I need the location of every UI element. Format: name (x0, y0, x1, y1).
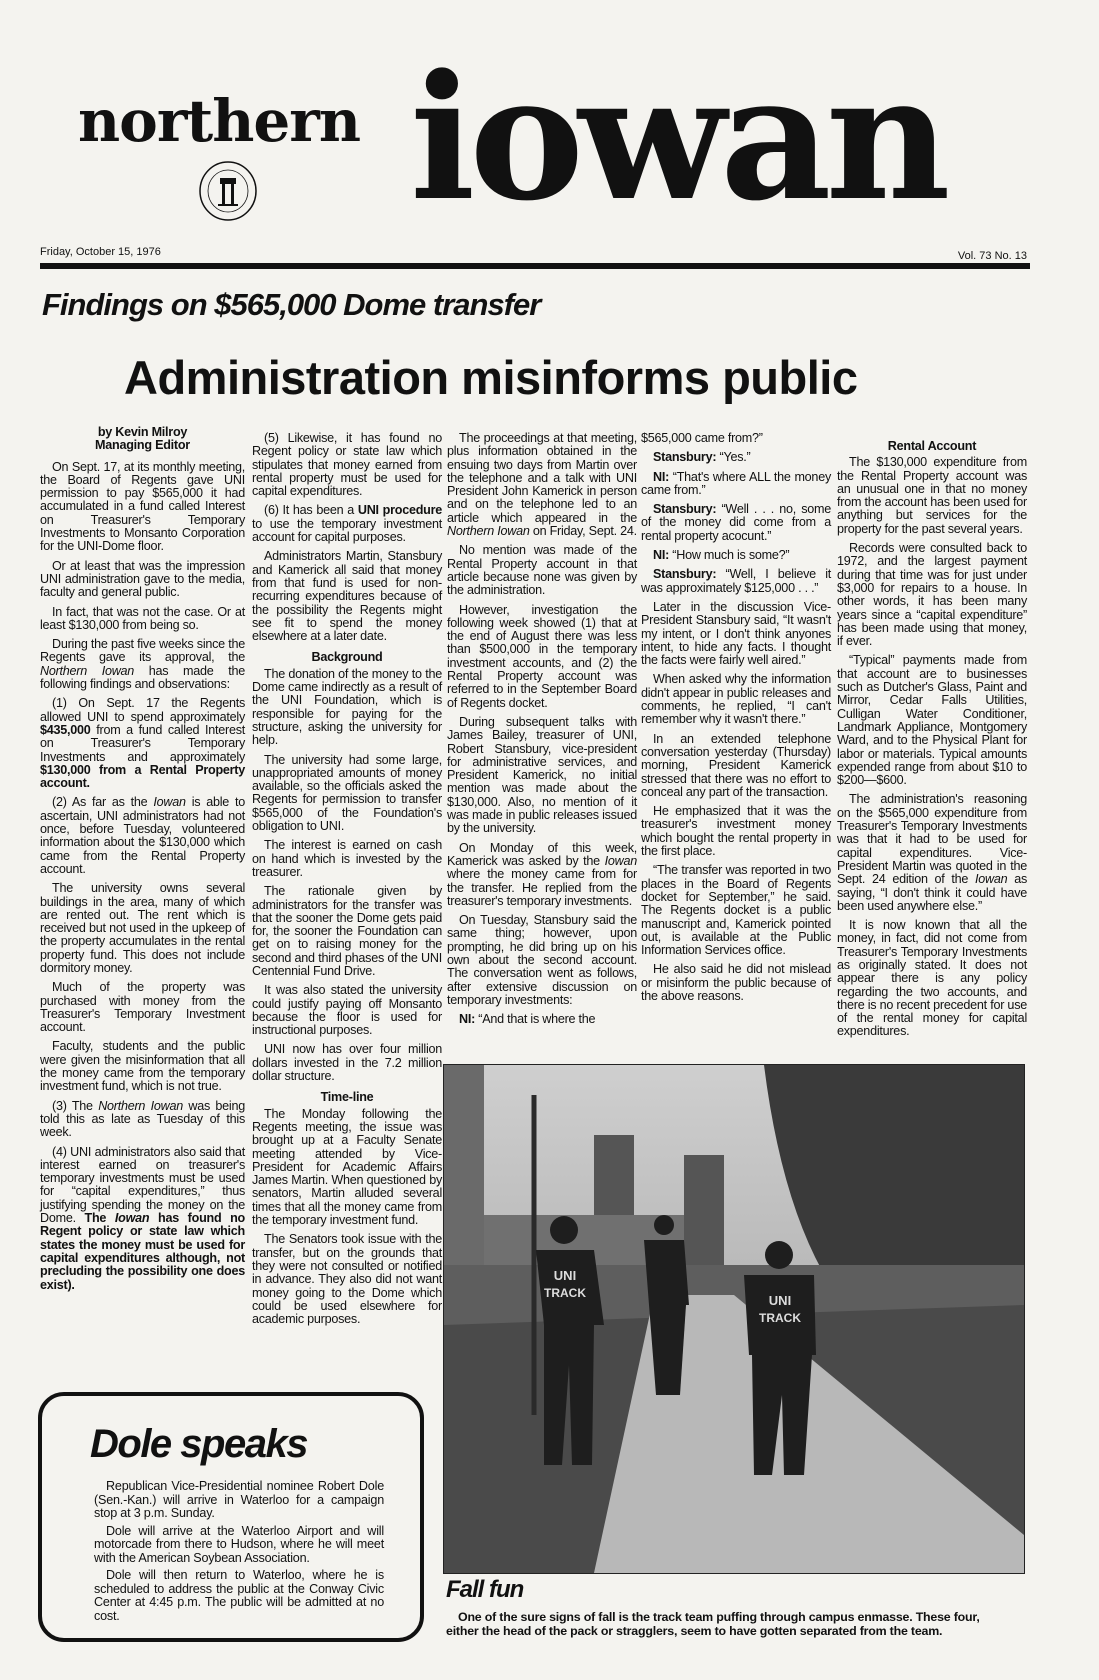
article-paragraph (641, 432, 831, 445)
text-run: “How much is some?” (669, 548, 790, 563)
text-run: “Well . . . no, some of the money did come from a rental property acocunt.” (641, 502, 831, 543)
text-run: “The transfer was reported in two places in the Board of Regents docket for September,” he said. The Regents docket is a public manuscript and, Kamerick pointed out, is available at the Public Information Services office. (641, 863, 831, 958)
text-run: (1) On Sept. 17 the Regents allowed UNI to spend approximately (40, 696, 245, 724)
article-paragraph (40, 1040, 245, 1093)
text-run: (2) As far as the (52, 795, 154, 810)
text-run: is able to ascertain, UNI administrators had not once, before Tuesday, volunteered information about the $130,000 which came from the Rental Property account. (40, 795, 245, 876)
bold-run: $130,000 from a Rental Property account. (40, 762, 245, 791)
article-column-1 (40, 426, 245, 1298)
italic-run: Northern Iowan (447, 524, 530, 539)
issue-date: Friday, October 15, 1976 (40, 246, 161, 258)
article-paragraph (447, 604, 637, 710)
byline-author: by Kevin Milroy (97, 425, 188, 439)
dole-paragraph: Dole will arrive at the Waterloo Airport and will motorcade from there to Hudson, where he will meet with the American Soybean Association. (94, 1523, 384, 1565)
bold-run: NI: (653, 469, 670, 484)
article-paragraph (40, 882, 245, 975)
article-paragraph (252, 550, 442, 643)
article-paragraph (641, 864, 831, 957)
article-paragraph (252, 839, 442, 879)
subheading: Time-line (320, 1090, 374, 1105)
text-run: Administrators Martin, Stansbury and Kamerick all said that money from that fund is used for non-recurring expenditures because of the possibility the Regents might see fit to spend the money elsewhere at a later date. (252, 549, 442, 644)
article-paragraph (252, 504, 442, 544)
text-run: On Tuesday, Stansbury said the same thing; however, upon prompting, he did bring up on his own about the second account. The conversation went as follows, after extensive discussion on temporary investments: (447, 913, 637, 1007)
text-run: In an extended telephone conversation yesterday (Thursday) morning, President Kamerick stressed that there was no effort to conceal any part of the transaction. (641, 731, 831, 799)
article-paragraph (252, 1108, 442, 1228)
text-run: The rationale given by administrators for the transfer was that the sooner the Dome gets paid for, the sooner the Foundation can get on to raising money for the second and third phases of the UNI Centennial Fund Drive. (252, 884, 442, 978)
article-paragraph (40, 1100, 245, 1140)
kicker-headline: Findings on $565,000 Dome transfer (42, 287, 541, 322)
dole-speaks-box (38, 1392, 424, 1642)
article-paragraph (447, 432, 637, 538)
bold-run: Stansbury: (653, 450, 717, 465)
article-paragraph (40, 638, 245, 691)
text-run: “Typical” payments made from that account are to businesses such as Dutcher's Glass, Paint and Mirror, Cedar Falls Utilities, Culligan Water Conditioner, Landmark Appliance, Montgomery Ward, and to the Physical Plant for labor or materials. Typical amounts expended range from about $10 to $200—$600. (837, 653, 1027, 788)
text-run: was being told this as late as Tuesday of this week. (40, 1098, 245, 1140)
article-paragraph (40, 796, 245, 876)
article-paragraph (641, 733, 831, 799)
text-run: When asked why the information didn't appear in public releases and comments, he replied, “I can't remember why it wasn't there.” (641, 672, 831, 727)
shirt-text-uni-2: UNI (768, 1293, 792, 1308)
article-paragraph (641, 568, 831, 595)
article-paragraph (40, 606, 245, 633)
photo-title: Fall fun (446, 1576, 524, 1603)
text-run: The Monday following the Regents meeting, the issue was brought up at a Faculty Senate meeting attended by Vice-President for Academic Affairs James Martin. When questioned by senators, Martin alluded several times that all the money came from the temporary investment fund. (252, 1106, 442, 1228)
text-run: The donation of the money to the Dome came indirectly as a result of the UNI Foundation, which is responsible for paying for the structure, asking the university for help. (252, 666, 442, 748)
article-paragraph (252, 1043, 442, 1083)
byline-title: Managing Editor (95, 438, 190, 453)
article-paragraph (252, 885, 442, 978)
main-headline: Administration misinforms public (124, 351, 858, 404)
article-paragraph (641, 601, 831, 667)
bold-run: UNI procedure (357, 503, 442, 518)
italic-run: Iowan (604, 853, 637, 868)
text-run: It was also stated the university could justify paying off Monsanto because the floor is used for instructional purposes. (252, 983, 442, 1038)
shirt-text-uni: UNI (553, 1268, 577, 1283)
article-paragraph (40, 1146, 245, 1292)
article-paragraph (252, 432, 442, 498)
bold-run: $435,000 (40, 722, 91, 737)
article-paragraph (837, 542, 1027, 648)
dole-paragraph: Dole will then return to Waterloo, where he is scheduled to address the public at the Conway Civic Center at 4:45 p.m. The public will be admitted at no cost. (94, 1568, 384, 1623)
article-paragraph (447, 1013, 637, 1026)
text-run: (3) The (52, 1098, 99, 1113)
bold-run: has found no Regent policy or state law which states the money must be used for capital expenditures although, not precluding the possibility one does exist). (40, 1211, 245, 1292)
text-run: The administration's reasoning on the $565,000 expenditure from Treasurer's Temporary Investments was that it had to be used for capital expenditures. Vice-President Martin was quoted in the Sept. 24 edition of the (837, 792, 1027, 887)
text-run: Faculty, students and the public were given the misinformation that all the money came from the temporary investment fund, which is not true. (40, 1039, 245, 1094)
text-run: has made the following findings and observations: (40, 663, 245, 692)
bold-run: The (84, 1211, 115, 1226)
masthead-northern: northern (78, 87, 360, 155)
italic-run: Northern Iowan (98, 1098, 183, 1113)
text-run: Later in the discussion Vice-President Stansbury said, “It wasn't my intent, or I don't think anyones intent, to hide any facts. I thought the facts were fairly well aired.” (641, 599, 831, 668)
article-column-5 (837, 432, 1027, 1045)
volume-number: Vol. 73 No. 13 (957, 250, 1027, 262)
article-paragraph (40, 461, 245, 554)
text-run: The university owns several buildings in the area, many of which are rented out. The rent which is received but not used in the upkeep of the property accumulates in the rental property fund. This does not include dormitory money. (40, 881, 245, 975)
text-run: The $130,000 expenditure from the Rental Property account was an unusual one in that no money from the account has been used for anything but services for the property for the past several years. (837, 455, 1027, 536)
article-paragraph (641, 673, 831, 726)
article-paragraph (641, 549, 831, 562)
article-paragraph (641, 963, 831, 1003)
text-run: on Friday, Sept. 24. (529, 524, 637, 539)
bold-italic-run: Iowan (114, 1211, 150, 1226)
university-seal-icon (198, 160, 258, 222)
article-paragraph (252, 1233, 442, 1326)
italic-run: Iowan (153, 795, 186, 810)
text-run: In fact, that was not the case. Or at least $130,000 from being so. (40, 604, 245, 632)
text-run: to use the temporary investment account for capital purposes. (252, 516, 442, 545)
article-paragraph (252, 754, 442, 834)
bold-run: NI: (653, 548, 670, 563)
dole-title: Dole speaks (90, 1422, 307, 1466)
text-run: During subsequent talks with James Bailey, treasurer of UNI, Robert Stansbury, vice-president for administrative services, and President Kamerick, no initial mention was made about the $130,000. Also, no mention of it was made in public releases issued by the university. (447, 714, 637, 836)
article-paragraph (837, 456, 1027, 536)
article-paragraph (40, 697, 245, 790)
article-paragraph (837, 793, 1027, 913)
article-paragraph (447, 914, 637, 1007)
italic-run: Northern Iowan (40, 663, 135, 678)
text-run: He emphasized that it was the treasurer's investment money which bought the rental property in the first place. (641, 804, 831, 859)
text-run: $565,000 came from?” (641, 431, 763, 445)
dole-paragraph: Republican Vice-Presidential nominee Robert Dole (Sen.-Kan.) will arrive in Waterloo for a campaign stop at 3 p.m. Sunday. (94, 1479, 384, 1520)
article-paragraph (447, 544, 637, 597)
text-run: However, investigation the following week showed (1) that at the end of August there was less than $500,000 in the temporary investment accounts, and (2) the Rental Property account was referred to in the September Board of Regents docket. (447, 602, 637, 710)
byline (40, 426, 245, 453)
article-column-2 (252, 432, 442, 1332)
bold-run: NI: (459, 1012, 476, 1027)
article-column-3 (447, 432, 637, 1032)
text-run: Much of the property was purchased with money from the Treasurer's Temporary Investment account. (40, 980, 245, 1035)
subheading: Background (311, 650, 383, 665)
article-paragraph (837, 654, 1027, 787)
text-run: It is now known that all the money, in fact, did not come from Treasurer's Temporary Investments as originally stated. It does not appear there is any policy regarding the two accounts, and there is no recent precedent for use of the rental money for capital expenditures. (837, 918, 1027, 1039)
text-run: “That's where ALL the money came from.” (641, 469, 831, 497)
text-run: (4) UNI administrators also said that interest earned on treasurer's temporary investments must be used for “capital expenditures,” thus justifying spending the money on the Dome. (40, 1144, 245, 1226)
text-run: The university had some large, unappropriated amounts of money available, so the officials asked the Regents for permission to transfer $565,000 of the Foundation's obligation to UNI. (252, 752, 442, 834)
text-run: During the past five weeks since the Regents gave its approval, the (40, 637, 245, 665)
text-run: from a fund called Interest on Treasurer's Temporary Investments and approximately (40, 722, 245, 764)
text-run: as saying, “I don't think it could have been used anywhere else.” (837, 872, 1028, 913)
text-run: (6) It has been a (264, 503, 358, 518)
bold-run: Stansbury: (653, 567, 717, 582)
italic-run: Iowan (975, 872, 1008, 887)
text-run: “Yes.” (716, 450, 751, 465)
article-column-4 (641, 432, 831, 1009)
photo-caption: One of the sure signs of fall is the track team puffing through campus enmasse. These four, either the head of the pack or stragglers, seem to have gotten separated from the team. (446, 1610, 980, 1638)
text-run: Or at least that was the impression UNI administration gave to the media, faculty and general public. (40, 558, 245, 600)
text-run: On Sept. 17, at its monthly meeting, the Board of Regents gave UNI permission to pay $565,000 it had accumulated in a fund called Interest on Treasurer's Temporary Investments to Monsanto Corporation for the UNI-Dome floor. (40, 459, 245, 554)
text-run: UNI now has over four million dollars invested in the 7.2 million dollar structure. (252, 1042, 442, 1084)
text-run: He also said he did not mislead or misinform the public because of the above reasons. (641, 962, 831, 1003)
shirt-text-track-2: TRACK (759, 1311, 801, 1325)
track-team-photo (443, 1064, 1025, 1574)
article-paragraph (837, 919, 1027, 1039)
text-run: “And that is where the (475, 1012, 596, 1027)
text-run: where the money came from for the transfer. He replied from the treasurer's temporary investments. (447, 867, 637, 908)
masthead-iowan: iowan (410, 36, 945, 239)
article-paragraph (447, 842, 637, 908)
dole-body (94, 1480, 384, 1627)
article-paragraph (641, 451, 831, 464)
text-run: Records were consulted back to 1972, and the largest payment during that time was for just under $3,000 for repairs to a house. In other words, it has been many years since a “capital expenditure” has been made using that money, if ever. (837, 541, 1027, 649)
text-run: The Senators took issue with the transfer, but on the grounds that they were not consulted or notified in advance. They also did not want money going to the Dome which could be used elsewhere for academic purposes. (252, 1232, 442, 1327)
article-paragraph (252, 668, 442, 748)
article-paragraph (40, 981, 245, 1034)
text-run: No mention was made of the Rental Property account in that article because none was given by the administration. (447, 543, 637, 598)
article-paragraph (641, 471, 831, 498)
text-run: (5) Likewise, it has found no Regent policy or state law which stipulates that money earned from rental property must be used for capital expenditures. (252, 431, 442, 499)
text-run: The proceedings at that meeting, plus information obtained in the ensuing two days from Martin over the telephone and a talk with UNI President John Kamerick in person and on the telephone led to an article which appeared in the (447, 431, 637, 525)
masthead-rule (40, 263, 1030, 269)
text-run: “Well, I believe it was approximately $125,000 . . .” (641, 567, 831, 595)
article-paragraph (447, 716, 637, 836)
article-paragraph (252, 984, 442, 1037)
article-paragraph (40, 560, 245, 600)
bold-run: Stansbury: (653, 502, 717, 517)
shirt-text-track: TRACK (544, 1286, 586, 1300)
text-run: The interest is earned on cash on hand which is invested by the treasurer. (252, 838, 442, 879)
article-paragraph (641, 805, 831, 858)
article-paragraph (641, 503, 831, 543)
text-run: On Monday of this week, Kamerick was asked by the (447, 840, 637, 868)
subheading: Rental Account (887, 439, 977, 453)
